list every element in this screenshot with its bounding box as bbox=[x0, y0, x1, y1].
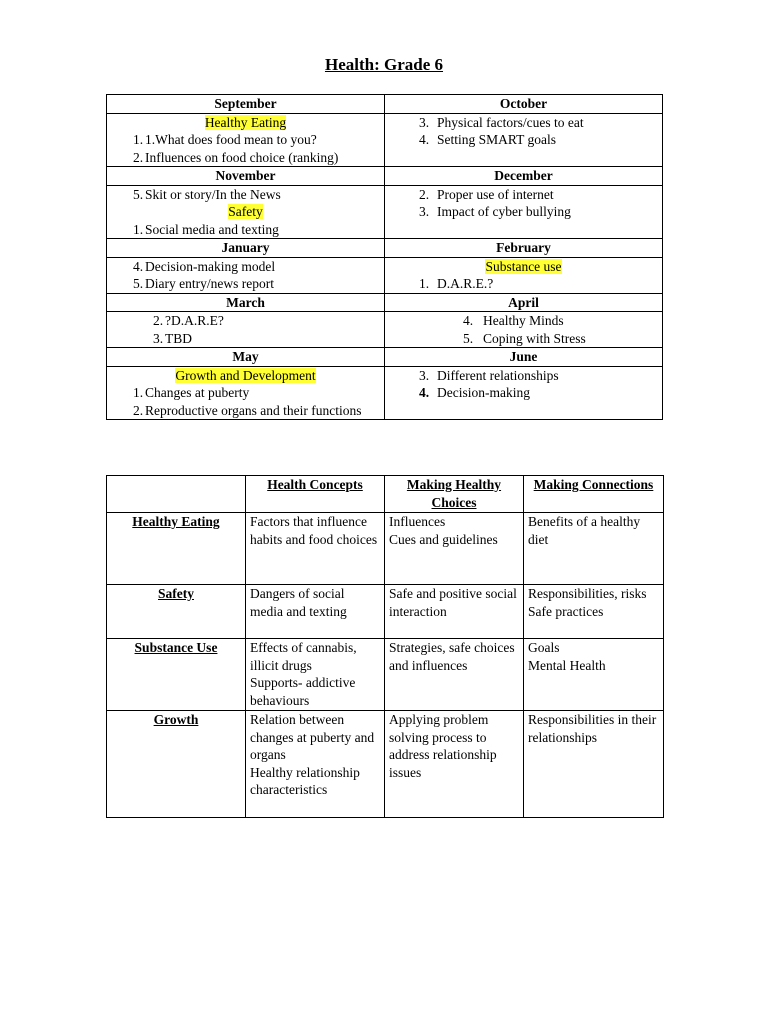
unit-title: Substance use bbox=[485, 258, 562, 274]
list-item: 2. Influences on food choice (ranking) bbox=[133, 149, 339, 165]
month-cell-may bbox=[107, 366, 385, 420]
page-title: Health: Grade 6 bbox=[324, 55, 444, 74]
month-cell-october bbox=[385, 113, 663, 167]
table-cell: Responsibilities in their relationships bbox=[524, 711, 664, 818]
list-item: 3. Different relationships bbox=[419, 367, 559, 383]
unit-title: Growth and Development bbox=[175, 367, 316, 383]
month-cell-september bbox=[107, 113, 385, 167]
table-cell: Responsibilities, risks Safe practices bbox=[524, 585, 664, 639]
row-header: Safety bbox=[107, 585, 246, 639]
table-cell: Factors that influence habits and food choices bbox=[246, 513, 385, 585]
table-cell: Strategies, safe choices and influences bbox=[385, 639, 524, 711]
month-cell-january bbox=[107, 257, 385, 293]
list-item: 1. Changes at puberty bbox=[133, 385, 250, 400]
table-cell: Goals Mental Health bbox=[524, 639, 664, 711]
list-item: 2. ?D.A.R.E? bbox=[153, 313, 224, 328]
list-item: 4. Healthy Minds bbox=[463, 313, 564, 328]
list-item: 3. TBD bbox=[153, 330, 192, 346]
column-header: Making Healthy Choices bbox=[385, 476, 524, 513]
table-cell: Safe and positive social interaction bbox=[385, 585, 524, 639]
month-cell-june bbox=[385, 366, 663, 420]
monthly-schedule-table bbox=[106, 94, 663, 420]
unit-title: Healthy Eating bbox=[204, 114, 287, 130]
list-item: 4. Setting SMART goals bbox=[419, 132, 556, 147]
month-header-june: June bbox=[385, 348, 663, 367]
table-cell: Influences Cues and guidelines bbox=[385, 513, 524, 585]
month-cell-november bbox=[107, 185, 385, 239]
list-item: 2. Proper use of internet bbox=[419, 186, 554, 202]
list-item: 4. Decision-making model bbox=[133, 258, 276, 274]
month-cell-december bbox=[385, 185, 663, 239]
month-cell-february bbox=[385, 257, 663, 293]
month-header-february: February bbox=[385, 239, 663, 258]
month-header-november: November bbox=[107, 167, 385, 186]
row-header: Growth bbox=[107, 711, 246, 818]
list-item: 4. Decision-making bbox=[419, 385, 530, 400]
month-header-october: October bbox=[385, 95, 663, 114]
month-header-september: September bbox=[107, 95, 385, 114]
list-item: 5. Diary entry/news report bbox=[133, 276, 274, 291]
list-item: 1. D.A.R.E.? bbox=[419, 276, 494, 291]
month-cell-april bbox=[385, 312, 663, 348]
month-cell-march bbox=[107, 312, 385, 348]
month-header-january: January bbox=[107, 239, 385, 258]
list-item: 1. 1.What does food mean to you? bbox=[133, 132, 317, 147]
column-header: Making Connections bbox=[524, 476, 664, 513]
month-header-march: March bbox=[107, 293, 385, 312]
list-item: 1. Social media and texting bbox=[133, 221, 279, 237]
unit-title: Safety bbox=[228, 204, 263, 219]
list-item: 3. Impact of cyber bullying bbox=[419, 204, 571, 219]
month-header-may: May bbox=[107, 348, 385, 367]
row-header: Substance Use bbox=[107, 639, 246, 711]
column-header: Health Concepts bbox=[246, 476, 385, 513]
month-header-december: December bbox=[385, 167, 663, 186]
list-item: 3. Physical factors/cues to eat bbox=[419, 114, 584, 130]
table-cell: Effects of cannabis, illicit drugs Supports- addictive behaviours bbox=[246, 639, 385, 711]
list-item: 5. Coping with Stress bbox=[463, 330, 586, 346]
table-cell: Benefits of a healthy diet bbox=[524, 513, 664, 585]
list-item: 2. Reproductive organs and their functions bbox=[133, 402, 362, 418]
concepts-table bbox=[106, 475, 664, 818]
list-item: 5. Skit or story/In the News bbox=[133, 186, 281, 202]
table-cell: Relation between changes at puberty and organs Healthy relationship characteristics bbox=[246, 711, 385, 818]
empty-corner-cell bbox=[107, 476, 246, 513]
table-cell: Dangers of social media and texting bbox=[246, 585, 385, 639]
row-header: Healthy Eating bbox=[107, 513, 246, 585]
table-cell: Applying problem solving process to address relationship issues bbox=[385, 711, 524, 818]
month-header-april: April bbox=[385, 293, 663, 312]
